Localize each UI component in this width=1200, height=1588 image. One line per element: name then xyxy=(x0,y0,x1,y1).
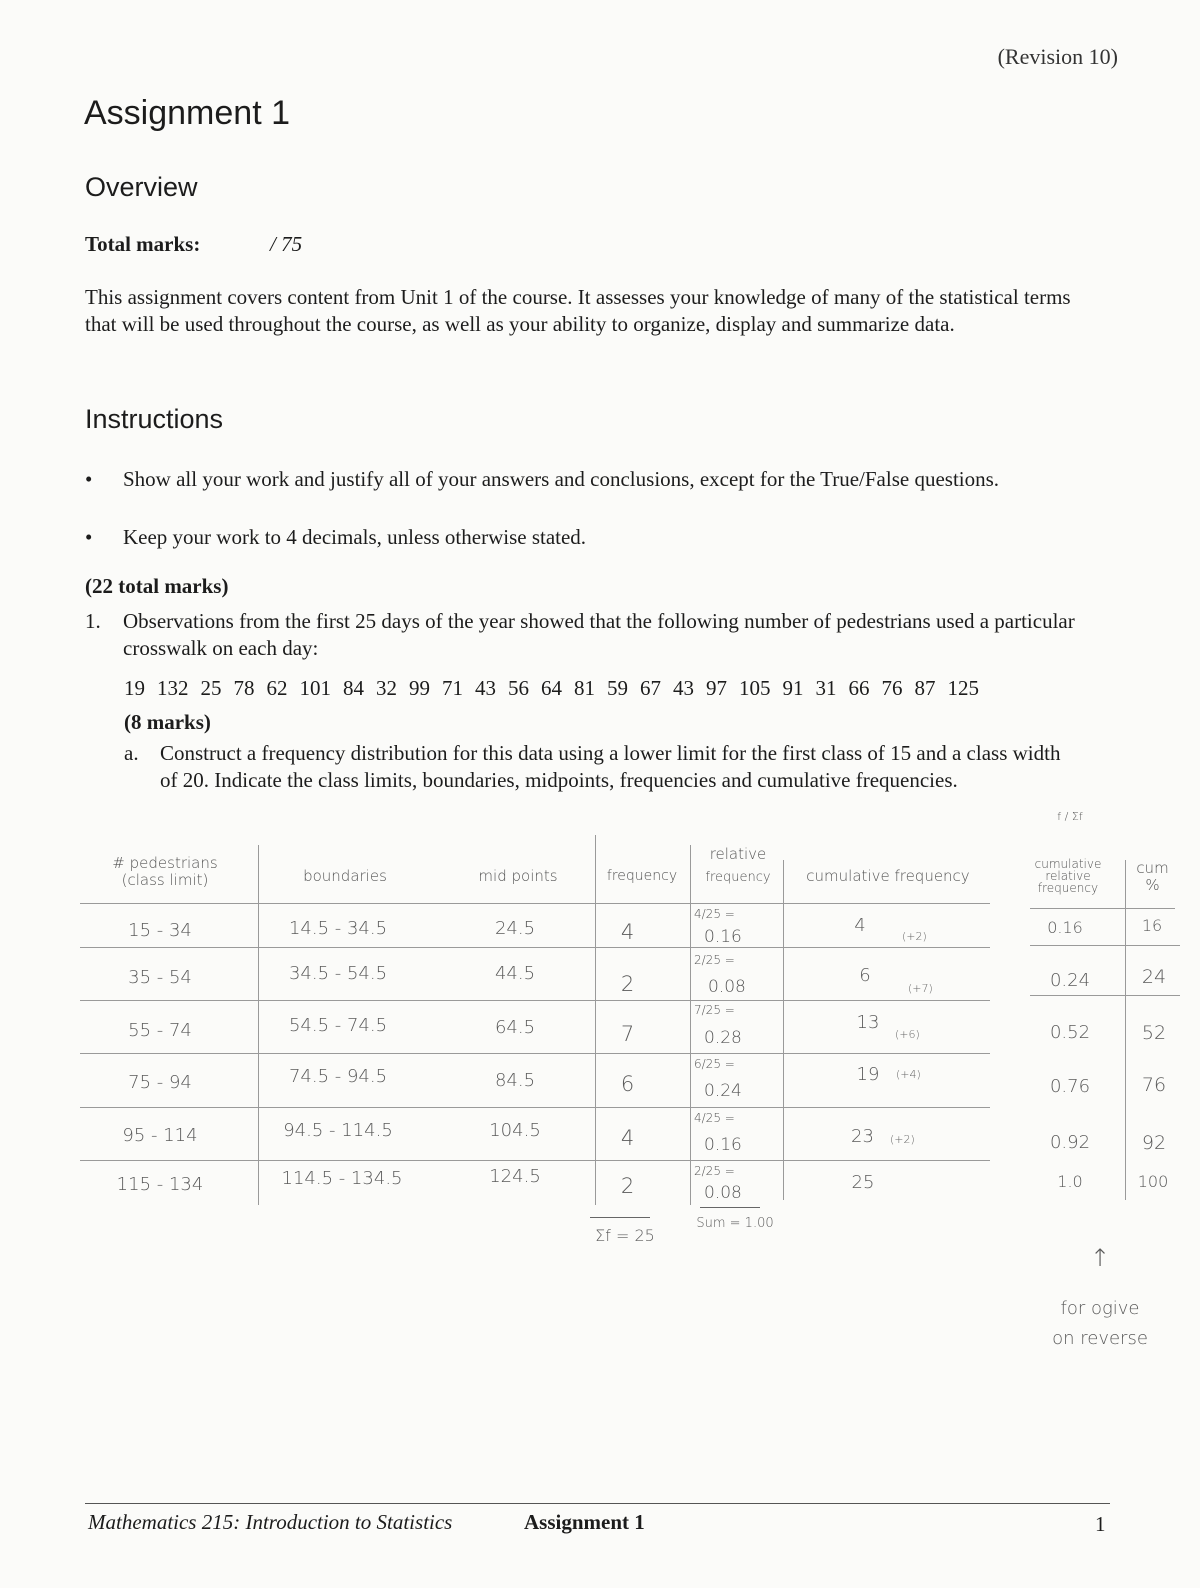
header-class-limit: # pedestrians (class limit) xyxy=(112,854,218,889)
cell-cumulative-relative: 0.52 xyxy=(1049,1022,1091,1043)
total-marks-label: Total marks: xyxy=(85,232,201,256)
cell-cumulative-note: (+6) xyxy=(895,1028,920,1041)
footer-assignment: Assignment 1 xyxy=(524,1510,645,1534)
table-rule xyxy=(1030,995,1180,996)
cell-relative-frequency: 0.28 xyxy=(704,1028,742,1048)
data-value: 32 xyxy=(376,676,397,700)
cell-frequency: 7 xyxy=(620,1022,635,1046)
data-value: 84 xyxy=(343,676,364,700)
table-divider xyxy=(1125,860,1126,1200)
part-a-text: Construct a frequency distribution for this data using a lower limit for the first class of 15 and a class width of 20. Indicate the class limits, boundaries, midpoints, frequencies and cumulative frequencies. xyxy=(160,741,1061,792)
table-rule xyxy=(80,947,990,948)
data-value: 64 xyxy=(541,676,562,700)
cell-cumulative-relative: 1.0 xyxy=(1057,1172,1083,1191)
cell-boundaries: 74.5 - 94.5 xyxy=(288,1066,388,1087)
cell-cumulative-note: (+4) xyxy=(896,1068,921,1081)
data-value: 76 xyxy=(881,676,903,700)
table-rule xyxy=(80,1107,990,1108)
header-boundaries: boundaries xyxy=(303,867,387,885)
cell-relative-calc: 4/25 = xyxy=(694,1111,735,1125)
cell-relative-frequency: 0.08 xyxy=(708,977,746,997)
data-value: 66 xyxy=(848,676,870,700)
part-a-label: a. xyxy=(124,741,139,765)
cell-cumulative-relative: 0.16 xyxy=(1047,918,1083,937)
cell-cumulative-relative: 0.92 xyxy=(1049,1132,1091,1153)
cell-cumulative-relative: 0.24 xyxy=(1049,970,1091,991)
cell-relative-calc: 2/25 = xyxy=(694,1164,735,1178)
cell-cumulative: 19 xyxy=(856,1064,880,1085)
cell-frequency: 2 xyxy=(620,1174,635,1198)
cell-class-limit: 75 - 94 xyxy=(128,1072,192,1093)
cell-class-limit: 35 - 54 xyxy=(128,967,192,988)
table-rule xyxy=(80,1053,990,1054)
cell-midpoint: 104.5 xyxy=(489,1120,541,1141)
cell-boundaries: 34.5 - 54.5 xyxy=(288,963,388,984)
cell-midpoint: 124.5 xyxy=(489,1166,541,1187)
up-arrow-icon: ↑ xyxy=(1089,1244,1111,1272)
header-midpoints: mid points xyxy=(478,867,558,885)
footer-course: Mathematics 215: Introduction to Statistics xyxy=(88,1510,453,1534)
header-relative-frequency: relative frequency xyxy=(705,845,771,885)
data-value: 43 xyxy=(475,676,496,700)
data-value: 67 xyxy=(640,676,661,700)
cell-frequency: 6 xyxy=(620,1072,635,1096)
data-value: 125 xyxy=(947,676,979,700)
data-value: 105 xyxy=(739,676,771,700)
cell-boundaries: 114.5 - 134.5 xyxy=(281,1168,403,1189)
table-rule xyxy=(80,1160,990,1161)
data-value: 62 xyxy=(266,676,288,700)
cell-relative-calc: 4/25 = xyxy=(694,907,735,921)
cell-cumulative: 13 xyxy=(856,1012,880,1033)
page-number: 1 xyxy=(1095,1512,1106,1536)
data-value: 71 xyxy=(442,676,463,700)
cell-cumulative-percent: 52 xyxy=(1141,1022,1167,1044)
table-rule xyxy=(1030,945,1180,946)
data-value: 87 xyxy=(914,676,936,700)
data-value: 101 xyxy=(299,676,331,700)
question-text: Observations from the first 25 days of the year showed that the following number of pedestrians used a particular crosswalk on each day: xyxy=(123,609,1075,660)
data-value: 25 xyxy=(200,676,222,700)
sum-rule xyxy=(700,1207,760,1208)
part-a-marks: (8 marks) xyxy=(124,710,211,734)
bullet-icon: • xyxy=(85,467,93,491)
data-value: 78 xyxy=(233,676,255,700)
instruction-text: Keep your work to 4 decimals, unless otherwise stated. xyxy=(123,525,587,549)
revision-label: (Revision 10) xyxy=(997,44,1118,69)
header-cumulative-frequency: cumulative frequency xyxy=(806,867,970,885)
cell-midpoint: 84.5 xyxy=(494,1070,536,1091)
footer-rule xyxy=(85,1503,1110,1504)
cell-cumulative: 4 xyxy=(854,915,866,936)
data-value: 43 xyxy=(673,676,694,700)
data-value: 59 xyxy=(607,676,628,700)
ogive-note: for ogive on reverse xyxy=(1052,1298,1148,1349)
sum-relative: Sum = 1.00 xyxy=(696,1216,774,1231)
page-title: Assignment 1 xyxy=(84,94,290,132)
table-divider xyxy=(690,845,691,1205)
data-value: 91 xyxy=(782,676,804,700)
table-rule xyxy=(80,903,990,904)
total-marks-value: / 75 xyxy=(270,232,303,256)
cell-cumulative-percent: 100 xyxy=(1137,1172,1169,1191)
header-cumulative-relative: cumulative relative frequency xyxy=(1034,857,1102,895)
cell-cumulative-note: (+2) xyxy=(902,930,927,943)
cell-boundaries: 94.5 - 114.5 xyxy=(283,1120,393,1141)
intro-paragraph: This assignment covers content from Unit 1 of the course. It assesses your knowledge of many of the statistical terms that will be used throughout the course, as well as your ability to organize, display and summarize data. xyxy=(85,285,1071,336)
cell-midpoint: 44.5 xyxy=(494,963,536,984)
table-divider xyxy=(595,835,596,1205)
cell-cumulative-note: (+7) xyxy=(908,982,933,995)
table-rule xyxy=(1030,908,1175,909)
cell-relative-calc: 6/25 = xyxy=(694,1057,735,1071)
data-value: 81 xyxy=(574,676,595,700)
formula-note: f / Σf xyxy=(1057,810,1083,823)
cell-cumulative: 25 xyxy=(851,1172,875,1193)
cell-frequency: 2 xyxy=(620,972,635,996)
cell-cumulative-percent: 24 xyxy=(1141,966,1167,988)
cell-cumulative: 6 xyxy=(859,965,871,986)
bullet-icon: • xyxy=(85,525,93,549)
cell-cumulative-note: (+2) xyxy=(890,1133,915,1146)
header-frequency: frequency xyxy=(606,868,678,884)
cell-relative-frequency: 0.24 xyxy=(704,1081,742,1101)
instructions-heading: Instructions xyxy=(85,404,224,434)
data-value: 19 xyxy=(124,676,145,700)
data-value: 31 xyxy=(815,676,837,700)
instruction-text: Show all your work and justify all of your answers and conclusions, except for the True/False questions. xyxy=(123,467,1000,491)
cell-class-limit: 55 - 74 xyxy=(128,1020,192,1041)
cell-cumulative-percent: 92 xyxy=(1141,1132,1167,1154)
cell-relative-calc: 2/25 = xyxy=(694,953,735,967)
cell-boundaries: 14.5 - 34.5 xyxy=(288,918,388,939)
table-divider xyxy=(258,845,259,1205)
cell-relative-frequency: 0.16 xyxy=(704,1135,742,1155)
cell-cumulative-percent: 76 xyxy=(1141,1074,1167,1096)
overview-heading: Overview xyxy=(85,172,198,202)
cell-class-limit: 115 - 134 xyxy=(116,1174,204,1195)
data-value: 99 xyxy=(409,676,430,700)
cell-midpoint: 64.5 xyxy=(494,1017,536,1038)
data-value: 97 xyxy=(706,676,727,700)
sum-frequency: Σf = 25 xyxy=(595,1226,655,1245)
data-value: 132 xyxy=(157,676,189,700)
cell-frequency: 4 xyxy=(620,1126,635,1150)
cell-class-limit: 15 - 34 xyxy=(128,920,192,941)
cell-frequency: 4 xyxy=(620,920,635,944)
cell-cumulative-percent: 16 xyxy=(1141,916,1163,935)
cell-midpoint: 24.5 xyxy=(494,918,536,939)
cell-relative-frequency: 0.08 xyxy=(704,1183,742,1203)
cell-cumulative: 23 xyxy=(851,1126,874,1147)
question-number: 1. xyxy=(85,609,101,633)
table-rule xyxy=(80,1000,990,1001)
cell-cumulative-relative: 0.76 xyxy=(1049,1076,1091,1097)
cell-relative-frequency: 0.16 xyxy=(704,927,742,947)
data-value: 56 xyxy=(508,676,529,700)
question-total-marks: (22 total marks) xyxy=(85,574,229,598)
table-divider xyxy=(783,860,784,1200)
sum-rule xyxy=(590,1217,650,1218)
cell-class-limit: 95 - 114 xyxy=(122,1125,198,1146)
cell-boundaries: 54.5 - 74.5 xyxy=(288,1015,388,1036)
cell-relative-calc: 7/25 = xyxy=(694,1003,735,1017)
header-cumulative-percent: cum % xyxy=(1136,859,1169,894)
